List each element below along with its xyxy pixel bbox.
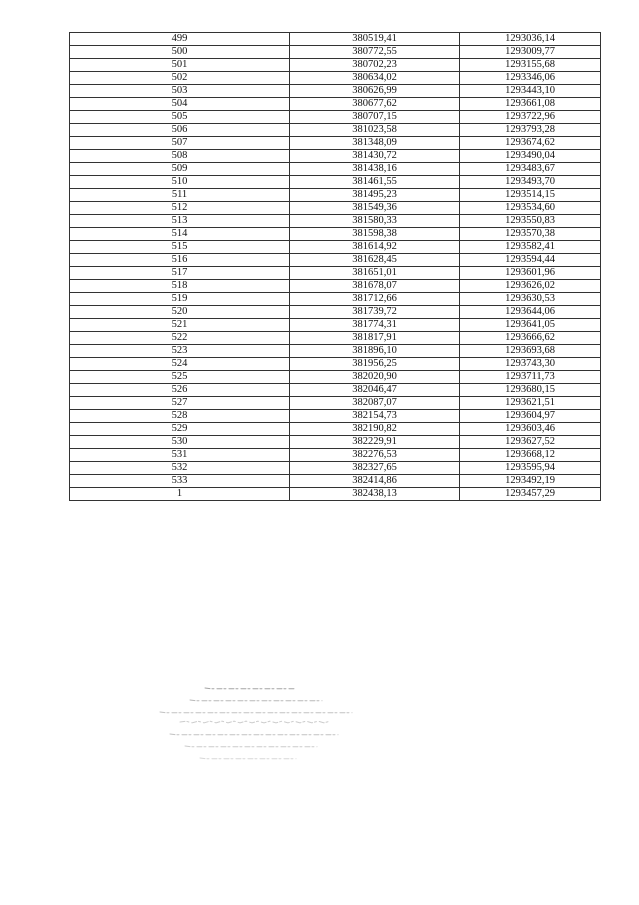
table-row — [70, 254, 601, 267]
y-coordinate-cell: 1293711,73 — [460, 371, 601, 384]
table-row — [70, 72, 601, 85]
table-row — [70, 176, 601, 189]
y-coordinate-cell: 1293627,52 — [460, 436, 601, 449]
point-number-cell: 522 — [70, 332, 290, 345]
point-number-cell: 511 — [70, 189, 290, 202]
table-row — [70, 267, 601, 280]
y-coordinate-cell: 1293155,68 — [460, 59, 601, 72]
point-number-cell: 508 — [70, 150, 290, 163]
y-coordinate-cell: 1293514,15 — [460, 189, 601, 202]
y-coordinate-cell: 1293644,06 — [460, 306, 601, 319]
x-coordinate-cell: 381712,66 — [290, 293, 460, 306]
point-number-cell: 525 — [70, 371, 290, 384]
point-number-cell: 504 — [70, 98, 290, 111]
point-number-cell: 513 — [70, 215, 290, 228]
table-row — [70, 124, 601, 137]
y-coordinate-cell: 1293603,46 — [460, 423, 601, 436]
point-number-cell: 532 — [70, 462, 290, 475]
point-number-cell: 520 — [70, 306, 290, 319]
y-coordinate-cell: 1293743,30 — [460, 358, 601, 371]
coordinates-table — [69, 32, 601, 501]
table-row — [70, 423, 601, 436]
y-coordinate-cell: 1293601,96 — [460, 267, 601, 280]
x-coordinate-cell: 381628,45 — [290, 254, 460, 267]
point-number-cell: 501 — [70, 59, 290, 72]
x-coordinate-cell: 380772,55 — [290, 46, 460, 59]
table-row — [70, 397, 601, 410]
x-coordinate-cell: 380626,99 — [290, 85, 460, 98]
x-coordinate-cell: 381614,92 — [290, 241, 460, 254]
y-coordinate-cell: 1293036,14 — [460, 33, 601, 46]
x-coordinate-cell: 382046,47 — [290, 384, 460, 397]
y-coordinate-cell: 1293668,12 — [460, 449, 601, 462]
x-coordinate-cell: 381956,25 — [290, 358, 460, 371]
point-number-cell: 1 — [70, 488, 290, 501]
point-number-cell: 521 — [70, 319, 290, 332]
x-coordinate-cell: 382229,91 — [290, 436, 460, 449]
point-number-cell: 505 — [70, 111, 290, 124]
y-coordinate-cell: 1293550,83 — [460, 215, 601, 228]
x-coordinate-cell: 382190,82 — [290, 423, 460, 436]
x-coordinate-cell: 380519,41 — [290, 33, 460, 46]
point-number-cell: 518 — [70, 280, 290, 293]
table-row — [70, 215, 601, 228]
x-coordinate-cell: 381461,55 — [290, 176, 460, 189]
y-coordinate-cell: 1293641,05 — [460, 319, 601, 332]
x-coordinate-cell: 382020,90 — [290, 371, 460, 384]
y-coordinate-cell: 1293457,29 — [460, 488, 601, 501]
y-coordinate-cell: 1293666,62 — [460, 332, 601, 345]
y-coordinate-cell: 1293009,77 — [460, 46, 601, 59]
table-row — [70, 449, 601, 462]
table-row — [70, 358, 601, 371]
x-coordinate-cell: 381774,31 — [290, 319, 460, 332]
x-coordinate-cell: 381651,01 — [290, 267, 460, 280]
y-coordinate-cell: 1293604,97 — [460, 410, 601, 423]
table-row — [70, 85, 601, 98]
y-coordinate-cell: 1293490,04 — [460, 150, 601, 163]
y-coordinate-cell: 1293595,94 — [460, 462, 601, 475]
point-number-cell: 516 — [70, 254, 290, 267]
point-number-cell: 500 — [70, 46, 290, 59]
x-coordinate-cell: 381549,36 — [290, 202, 460, 215]
point-number-cell: 533 — [70, 475, 290, 488]
table-row — [70, 384, 601, 397]
x-coordinate-cell: 380634,02 — [290, 72, 460, 85]
x-coordinate-cell: 382276,53 — [290, 449, 460, 462]
y-coordinate-cell: 1293621,51 — [460, 397, 601, 410]
table-row — [70, 306, 601, 319]
y-coordinate-cell: 1293582,41 — [460, 241, 601, 254]
y-coordinate-cell: 1293346,06 — [460, 72, 601, 85]
point-number-cell: 526 — [70, 384, 290, 397]
table-row — [70, 33, 601, 46]
y-coordinate-cell: 1293674,62 — [460, 137, 601, 150]
table-row — [70, 137, 601, 150]
table-row — [70, 163, 601, 176]
table-row — [70, 436, 601, 449]
x-coordinate-cell: 382154,73 — [290, 410, 460, 423]
x-coordinate-cell: 381495,23 — [290, 189, 460, 202]
x-coordinate-cell: 381430,72 — [290, 150, 460, 163]
table-row — [70, 488, 601, 501]
y-coordinate-cell: 1293493,70 — [460, 176, 601, 189]
table-row — [70, 345, 601, 358]
point-number-cell: 527 — [70, 397, 290, 410]
x-coordinate-cell: 381348,09 — [290, 137, 460, 150]
point-number-cell: 507 — [70, 137, 290, 150]
table-row — [70, 280, 601, 293]
x-coordinate-cell: 381580,33 — [290, 215, 460, 228]
table-row — [70, 332, 601, 345]
y-coordinate-cell: 1293492,19 — [460, 475, 601, 488]
y-coordinate-cell: 1293443,10 — [460, 85, 601, 98]
table-row — [70, 46, 601, 59]
table-row — [70, 202, 601, 215]
point-number-cell: 510 — [70, 176, 290, 189]
table-row — [70, 59, 601, 72]
y-coordinate-cell: 1293626,02 — [460, 280, 601, 293]
coordinates-table-body — [70, 33, 601, 501]
x-coordinate-cell: 381739,72 — [290, 306, 460, 319]
point-number-cell: 519 — [70, 293, 290, 306]
y-coordinate-cell: 1293483,67 — [460, 163, 601, 176]
x-coordinate-cell: 382438,13 — [290, 488, 460, 501]
point-number-cell: 515 — [70, 241, 290, 254]
point-number-cell: 503 — [70, 85, 290, 98]
point-number-cell: 530 — [70, 436, 290, 449]
table-row — [70, 189, 601, 202]
table-row — [70, 111, 601, 124]
x-coordinate-cell: 381817,91 — [290, 332, 460, 345]
y-coordinate-cell: 1293594,44 — [460, 254, 601, 267]
y-coordinate-cell: 1293630,53 — [460, 293, 601, 306]
point-number-cell: 509 — [70, 163, 290, 176]
x-coordinate-cell: 380707,15 — [290, 111, 460, 124]
y-coordinate-cell: 1293693,68 — [460, 345, 601, 358]
table-row — [70, 475, 601, 488]
table-row — [70, 462, 601, 475]
x-coordinate-cell: 381438,16 — [290, 163, 460, 176]
x-coordinate-cell: 382414,86 — [290, 475, 460, 488]
point-number-cell: 524 — [70, 358, 290, 371]
table-row — [70, 241, 601, 254]
y-coordinate-cell: 1293793,28 — [460, 124, 601, 137]
point-number-cell: 512 — [70, 202, 290, 215]
faded-signature-icon — [150, 670, 365, 780]
y-coordinate-cell: 1293570,38 — [460, 228, 601, 241]
y-coordinate-cell: 1293661,08 — [460, 98, 601, 111]
x-coordinate-cell: 382327,65 — [290, 462, 460, 475]
table-row — [70, 410, 601, 423]
point-number-cell: 528 — [70, 410, 290, 423]
table-row — [70, 319, 601, 332]
table-row — [70, 371, 601, 384]
y-coordinate-cell: 1293722,96 — [460, 111, 601, 124]
point-number-cell: 529 — [70, 423, 290, 436]
x-coordinate-cell: 381598,38 — [290, 228, 460, 241]
y-coordinate-cell: 1293534,60 — [460, 202, 601, 215]
point-number-cell: 506 — [70, 124, 290, 137]
x-coordinate-cell: 381023,58 — [290, 124, 460, 137]
table-row — [70, 293, 601, 306]
x-coordinate-cell: 380702,23 — [290, 59, 460, 72]
x-coordinate-cell: 381896,10 — [290, 345, 460, 358]
point-number-cell: 499 — [70, 33, 290, 46]
point-number-cell: 523 — [70, 345, 290, 358]
x-coordinate-cell: 380677,62 — [290, 98, 460, 111]
x-coordinate-cell: 382087,07 — [290, 397, 460, 410]
point-number-cell: 531 — [70, 449, 290, 462]
table-row — [70, 228, 601, 241]
point-number-cell: 517 — [70, 267, 290, 280]
table-row — [70, 150, 601, 163]
point-number-cell: 502 — [70, 72, 290, 85]
y-coordinate-cell: 1293680,15 — [460, 384, 601, 397]
table-row — [70, 98, 601, 111]
x-coordinate-cell: 381678,07 — [290, 280, 460, 293]
point-number-cell: 514 — [70, 228, 290, 241]
